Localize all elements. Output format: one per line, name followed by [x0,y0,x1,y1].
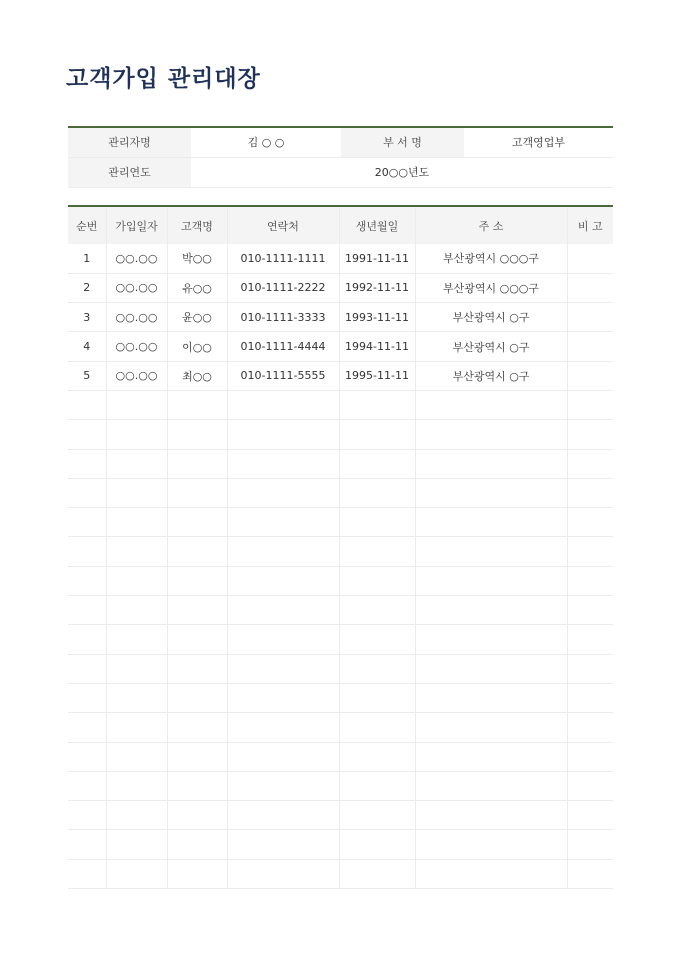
empty-cell-address[interactable] [415,625,567,654]
empty-table-row [68,566,613,595]
empty-cell-no[interactable] [68,801,106,830]
cell-customer-name[interactable]: 박○○ [167,244,227,273]
table-row [68,361,613,390]
empty-table-row [68,683,613,712]
empty-cell-customer-name[interactable] [167,713,227,742]
empty-cell-customer-name[interactable] [167,449,227,478]
empty-cell-contact[interactable] [227,390,339,419]
empty-cell-address[interactable] [415,537,567,566]
empty-cell-no[interactable] [68,654,106,683]
empty-cell-contact[interactable] [227,566,339,595]
empty-cell-address[interactable] [415,830,567,859]
empty-cell-join-date[interactable] [106,537,167,566]
empty-cell-no[interactable] [68,508,106,537]
cell-no[interactable]: 1 [68,244,106,273]
info-row-manager [68,127,613,157]
empty-cell-customer-name[interactable] [167,596,227,625]
empty-cell-remarks[interactable] [567,713,613,742]
manager-info-table [68,126,613,188]
empty-cell-contact[interactable] [227,625,339,654]
empty-cell-birthdate[interactable] [339,478,415,507]
cell-address[interactable]: 부산광역시 ○구 [415,332,567,361]
col-header-join-date: 가입일자 [106,206,167,244]
empty-cell-birthdate[interactable] [339,625,415,654]
empty-cell-no[interactable] [68,478,106,507]
empty-cell-address[interactable] [415,508,567,537]
empty-cell-join-date[interactable] [106,420,167,449]
col-header-address: 주 소 [415,206,567,244]
empty-cell-join-date[interactable] [106,801,167,830]
empty-table-row [68,771,613,800]
empty-cell-customer-name[interactable] [167,683,227,712]
empty-cell-join-date[interactable] [106,771,167,800]
empty-cell-customer-name[interactable] [167,742,227,771]
empty-cell-join-date[interactable] [106,508,167,537]
empty-cell-join-date[interactable] [106,830,167,859]
table-header-row [68,206,613,244]
empty-cell-birthdate[interactable] [339,771,415,800]
empty-cell-no[interactable] [68,683,106,712]
empty-cell-remarks[interactable] [567,683,613,712]
empty-table-row [68,859,613,888]
empty-cell-customer-name[interactable] [167,859,227,888]
empty-table-row [68,478,613,507]
cell-address[interactable]: 부산광역시 ○○○구 [415,244,567,273]
empty-cell-contact[interactable] [227,537,339,566]
empty-cell-join-date[interactable] [106,596,167,625]
empty-cell-remarks[interactable] [567,478,613,507]
col-header-customer-name: 고객명 [167,206,227,244]
empty-cell-address[interactable] [415,742,567,771]
empty-cell-remarks[interactable] [567,654,613,683]
cell-address[interactable]: 부산광역시 ○구 [415,361,567,390]
cell-birthdate[interactable]: 1993-11-11 [339,303,415,332]
empty-cell-birthdate[interactable] [339,801,415,830]
cell-no[interactable]: 5 [68,361,106,390]
empty-cell-birthdate[interactable] [339,683,415,712]
empty-table-row [68,625,613,654]
cell-birthdate[interactable]: 1994-11-11 [339,332,415,361]
empty-table-row [68,537,613,566]
cell-birthdate[interactable]: 1991-11-11 [339,244,415,273]
empty-cell-contact[interactable] [227,713,339,742]
cell-customer-name[interactable]: 이○○ [167,332,227,361]
info-row-year [68,157,613,187]
table-row [68,273,613,302]
empty-cell-birthdate[interactable] [339,830,415,859]
empty-cell-birthdate[interactable] [339,859,415,888]
empty-cell-customer-name[interactable] [167,771,227,800]
empty-cell-no[interactable] [68,742,106,771]
empty-cell-address[interactable] [415,801,567,830]
cell-join-date[interactable]: ○○.○○ [106,361,167,390]
cell-contact[interactable]: 010-1111-3333 [227,303,339,332]
empty-cell-remarks[interactable] [567,449,613,478]
empty-cell-remarks[interactable] [567,771,613,800]
empty-cell-join-date[interactable] [106,566,167,595]
cell-contact[interactable]: 010-1111-1111 [227,244,339,273]
empty-cell-contact[interactable] [227,859,339,888]
empty-cell-contact[interactable] [227,830,339,859]
empty-cell-join-date[interactable] [106,683,167,712]
cell-remarks[interactable] [567,273,613,302]
empty-cell-birthdate[interactable] [339,742,415,771]
table-body [68,244,613,889]
empty-cell-customer-name[interactable] [167,654,227,683]
empty-cell-address[interactable] [415,478,567,507]
empty-cell-birthdate[interactable] [339,449,415,478]
table-row [68,244,613,273]
empty-cell-birthdate[interactable] [339,420,415,449]
empty-table-row [68,508,613,537]
empty-cell-customer-name[interactable] [167,537,227,566]
empty-table-row [68,742,613,771]
empty-cell-contact[interactable] [227,449,339,478]
cell-customer-name[interactable]: 윤○○ [167,303,227,332]
empty-cell-birthdate[interactable] [339,566,415,595]
empty-cell-no[interactable] [68,566,106,595]
cell-birthdate[interactable]: 1995-11-11 [339,361,415,390]
empty-cell-remarks[interactable] [567,742,613,771]
cell-contact[interactable]: 010-1111-4444 [227,332,339,361]
empty-cell-join-date[interactable] [106,742,167,771]
empty-table-row [68,449,613,478]
cell-contact[interactable]: 010-1111-2222 [227,273,339,302]
empty-cell-address[interactable] [415,654,567,683]
empty-table-row [68,801,613,830]
empty-cell-contact[interactable] [227,742,339,771]
empty-cell-contact[interactable] [227,508,339,537]
empty-cell-customer-name[interactable] [167,566,227,595]
empty-cell-join-date[interactable] [106,713,167,742]
empty-cell-customer-name[interactable] [167,830,227,859]
col-header-birthdate: 생년월일 [339,206,415,244]
col-header-contact: 연락처 [227,206,339,244]
empty-cell-customer-name[interactable] [167,508,227,537]
manager-label: 관리자명 [68,127,191,157]
empty-cell-address[interactable] [415,420,567,449]
empty-cell-remarks[interactable] [567,508,613,537]
empty-cell-contact[interactable] [227,420,339,449]
empty-cell-address[interactable] [415,566,567,595]
empty-cell-customer-name[interactable] [167,390,227,419]
empty-cell-address[interactable] [415,771,567,800]
empty-cell-birthdate[interactable] [339,713,415,742]
empty-cell-address[interactable] [415,713,567,742]
empty-cell-birthdate[interactable] [339,596,415,625]
empty-cell-birthdate[interactable] [339,508,415,537]
empty-cell-contact[interactable] [227,683,339,712]
cell-remarks[interactable] [567,332,613,361]
empty-cell-remarks[interactable] [567,537,613,566]
empty-cell-remarks[interactable] [567,625,613,654]
empty-cell-address[interactable] [415,449,567,478]
empty-cell-customer-name[interactable] [167,420,227,449]
empty-cell-address[interactable] [415,683,567,712]
empty-cell-remarks[interactable] [567,801,613,830]
empty-cell-no[interactable] [68,625,106,654]
empty-cell-birthdate[interactable] [339,654,415,683]
empty-cell-contact[interactable] [227,654,339,683]
cell-remarks[interactable] [567,361,613,390]
cell-contact[interactable]: 010-1111-5555 [227,361,339,390]
empty-cell-address[interactable] [415,390,567,419]
empty-cell-remarks[interactable] [567,566,613,595]
empty-cell-no[interactable] [68,390,106,419]
empty-cell-no[interactable] [68,830,106,859]
table-row [68,332,613,361]
department-value[interactable]: 고객영업부 [464,127,613,157]
cell-customer-name[interactable]: 최○○ [167,361,227,390]
empty-cell-no[interactable] [68,713,106,742]
empty-cell-no[interactable] [68,449,106,478]
empty-table-row [68,390,613,419]
empty-cell-no[interactable] [68,771,106,800]
cell-birthdate[interactable]: 1992-11-11 [339,273,415,302]
empty-cell-join-date[interactable] [106,390,167,419]
empty-cell-no[interactable] [68,537,106,566]
cell-join-date[interactable]: ○○.○○ [106,332,167,361]
empty-table-row [68,654,613,683]
cell-join-date[interactable]: ○○.○○ [106,303,167,332]
col-header-remarks: 비 고 [567,206,613,244]
empty-cell-remarks[interactable] [567,859,613,888]
empty-cell-join-date[interactable] [106,449,167,478]
cell-no[interactable]: 4 [68,332,106,361]
empty-cell-contact[interactable] [227,596,339,625]
empty-cell-birthdate[interactable] [339,537,415,566]
cell-address[interactable]: 부산광역시 ○○○구 [415,273,567,302]
empty-cell-birthdate[interactable] [339,390,415,419]
empty-cell-join-date[interactable] [106,859,167,888]
cell-customer-name[interactable]: 유○○ [167,273,227,302]
page-title: 고객가입 관리대장 [66,66,261,92]
empty-cell-customer-name[interactable] [167,478,227,507]
cell-remarks[interactable] [567,303,613,332]
empty-cell-remarks[interactable] [567,390,613,419]
empty-cell-address[interactable] [415,859,567,888]
department-label: 부 서 명 [341,127,464,157]
empty-cell-remarks[interactable] [567,830,613,859]
table-row [68,303,613,332]
year-label: 관리연도 [68,157,191,187]
empty-cell-no[interactable] [68,596,106,625]
empty-table-row [68,420,613,449]
col-header-no: 순번 [68,206,106,244]
cell-join-date[interactable]: ○○.○○ [106,244,167,273]
empty-cell-join-date[interactable] [106,625,167,654]
empty-cell-remarks[interactable] [567,420,613,449]
empty-cell-no[interactable] [68,859,106,888]
empty-cell-join-date[interactable] [106,654,167,683]
empty-cell-customer-name[interactable] [167,801,227,830]
cell-no[interactable]: 2 [68,273,106,302]
year-value[interactable]: 20○○년도 [191,157,613,187]
cell-address[interactable]: 부산광역시 ○구 [415,303,567,332]
empty-cell-contact[interactable] [227,801,339,830]
empty-cell-address[interactable] [415,596,567,625]
empty-table-row [68,830,613,859]
empty-cell-remarks[interactable] [567,596,613,625]
empty-cell-contact[interactable] [227,771,339,800]
cell-no[interactable]: 3 [68,303,106,332]
empty-cell-join-date[interactable] [106,478,167,507]
customer-table [68,205,613,889]
empty-table-row [68,713,613,742]
empty-cell-contact[interactable] [227,478,339,507]
cell-remarks[interactable] [567,244,613,273]
empty-table-row [68,596,613,625]
empty-cell-customer-name[interactable] [167,625,227,654]
empty-cell-no[interactable] [68,420,106,449]
manager-value[interactable]: 김 ○ ○ [191,127,341,157]
cell-join-date[interactable]: ○○.○○ [106,273,167,302]
